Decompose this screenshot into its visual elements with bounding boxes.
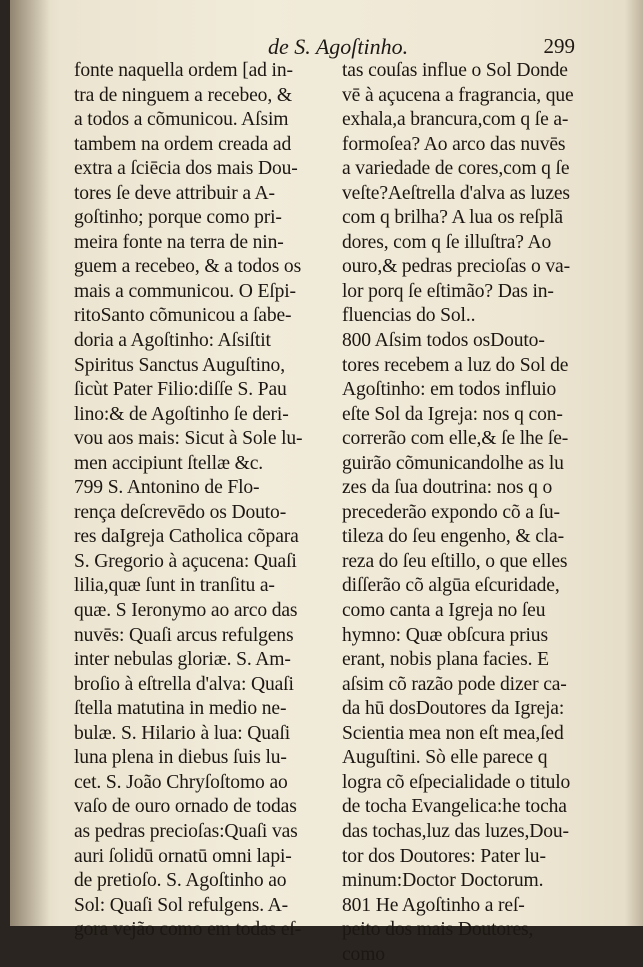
text-line: 799 S. Antonino de Flo- [74, 477, 260, 499]
text-line: tileza do ſeu engenho, & cla- [342, 526, 564, 548]
text-line: correrão com elle,& ſe lhe ſe- [342, 428, 569, 450]
text-line: tra de ninguem a recebeo, & [74, 84, 292, 106]
text-line: eſte Sol da Igreja: nos q con- [342, 403, 563, 425]
text-line: Spiritus Sanctus Auguſtino, [74, 354, 285, 376]
text-line: fluencias do Sol.. [342, 305, 476, 327]
text-line: reza do ſeu eſtillo, o que elles [342, 550, 568, 572]
text-line: S. Gregorio à açucena: Quaſi [74, 550, 297, 572]
text-line: da hū dosDoutores da Igreja: [342, 698, 565, 720]
text-line: vē à açucena a fragrancia, que [342, 84, 574, 106]
text-line: como canta a Igreja no ſeu [342, 600, 546, 622]
left-text-column [74, 59, 324, 943]
text-line: a variedade de cores,com q ſe [342, 158, 570, 180]
text-line: Sol: Quaſi Sol refulgens. A- [74, 894, 289, 916]
text-line: Agoſtinho: em todos influio [342, 379, 557, 401]
page-edge-shadow [625, 0, 643, 926]
text-line: formoſea? Ao arco das nuvēs [342, 133, 566, 155]
text-line: quæ. S Ieronymo ao arco das [74, 600, 298, 622]
text-line: Scientia mea non eſt mea,ſed [342, 722, 564, 744]
text-line: tor dos Doutores: Pater lu- [342, 845, 546, 867]
text-line: vaſo de ouro ornado de todas [74, 796, 297, 818]
text-line: fonte naquella ordem [ad in- [74, 60, 293, 81]
text-line: logra cõ eſpecialidade o titulo [342, 771, 571, 793]
text-line: erant, nobis plana facies. E [342, 649, 549, 671]
text-line: goſtinho; porque como pri- [74, 207, 282, 229]
text-line: rença deſcrevēdo os Douto- [74, 501, 287, 523]
text-line: lilia,quæ ſunt in tranſitu a- [74, 575, 275, 597]
text-line: exhala,a brancura,com q ſe a- [342, 109, 569, 131]
text-line: 800 Aſsim todos osDouto- [342, 330, 545, 352]
text-line: guem a recebeo, & a todos os [74, 256, 302, 278]
text-line: men accipiunt ſtellæ &c. [74, 452, 264, 474]
text-line: tambem na ordem creada ad [74, 133, 292, 155]
text-line: ouro,& pedras precioſas o va- [342, 256, 570, 278]
text-line: diſſerão cõ algūa eſcuridade, [342, 575, 560, 597]
text-line: as pedras precioſas:Quaſi vas [74, 820, 298, 842]
text-line: ſtella matutina in medio ne- [74, 698, 287, 720]
text-line: tas couſas influe o Sol Donde [342, 60, 568, 81]
text-line: ſicùt Pater Filio:diſſe S. Pau [74, 379, 287, 401]
text-line: de pretioſo. S. Agoſtinho ao [74, 870, 287, 892]
text-line: a todos a cõmunicou. Aſsim [74, 109, 289, 131]
text-line: hymno: Quæ obſcura prius [342, 624, 548, 646]
text-line: dores, com q ſe illuſtra? Ao [342, 231, 552, 253]
text-line: cet. S. João Chryſoſtomo ao [74, 771, 288, 793]
text-line: lor porq ſe eſtimão? Das in- [342, 280, 554, 302]
text-line: mais a communicou. O Eſpi- [74, 280, 296, 302]
text-line: com q brilha? A lua os reſplā [342, 207, 563, 229]
text-line: precederão expondo cõ a ſu- [342, 501, 560, 523]
right-text-column [342, 59, 582, 967]
text-line: peito dos mais Doutores, [342, 919, 534, 941]
text-line: tores recebem a luz do Sol de [342, 354, 569, 376]
text-line: gora vejão como em todas eſ- [74, 919, 302, 941]
text-line: extra a ſciēcia dos mais Dou- [74, 158, 298, 180]
text-line: aſsim cõ razão pode dizer ca- [342, 673, 567, 695]
text-line: guirão cõmunicandolhe as lu [342, 452, 564, 474]
text-line: nuvēs: Quaſi arcus refulgens [74, 624, 294, 646]
running-head: de S. Agoſtinho. [268, 34, 409, 59]
page-number: 299 [543, 34, 575, 58]
text-line: bulæ. S. Hilario à lua: Quaſi [74, 722, 291, 744]
text-line: 801 He Agoſtinho a reſ- [342, 894, 525, 916]
text-line: inter nebulas gloriæ. S. Am- [74, 649, 291, 671]
text-line: auri ſolidū ornatū omni lapi- [74, 845, 292, 867]
text-line: broſio à eſtrella d'alva: Quaſi [74, 673, 294, 695]
text-line: Auguſtini. Sò elle parece q [342, 747, 548, 769]
text-line: como [342, 943, 385, 965]
text-line: ritoSanto cõmunicou a ſabe- [74, 305, 292, 327]
text-line: tores ſe deve attribuir a A- [74, 182, 275, 204]
gutter-shadow [10, 0, 50, 926]
text-line: meira fonte na terra de nin- [74, 231, 284, 253]
text-line: minum:Doctor Doctorum. [342, 870, 544, 892]
text-line: zes da ſua doutrina: nos q o [342, 477, 553, 499]
text-line: das tochas,luz das luzes,Dou- [342, 820, 569, 842]
text-line: vou aos mais: Sicut à Sole lu- [74, 428, 303, 450]
text-line: doria a Agoſtinho: Aſsiſtit [74, 330, 271, 352]
text-line: de tocha Evangelica:he tocha [342, 796, 567, 818]
book-page [10, 0, 643, 965]
page-header [10, 34, 643, 62]
text-line: veſte?Aeſtrella d'alva as luzes [342, 182, 570, 204]
text-line: luna plena in diebus ſuis lu- [74, 747, 287, 769]
text-line: lino:& de Agoſtinho ſe deri- [74, 403, 289, 425]
text-line: res daIgreja Catholica cõpara [74, 526, 299, 548]
